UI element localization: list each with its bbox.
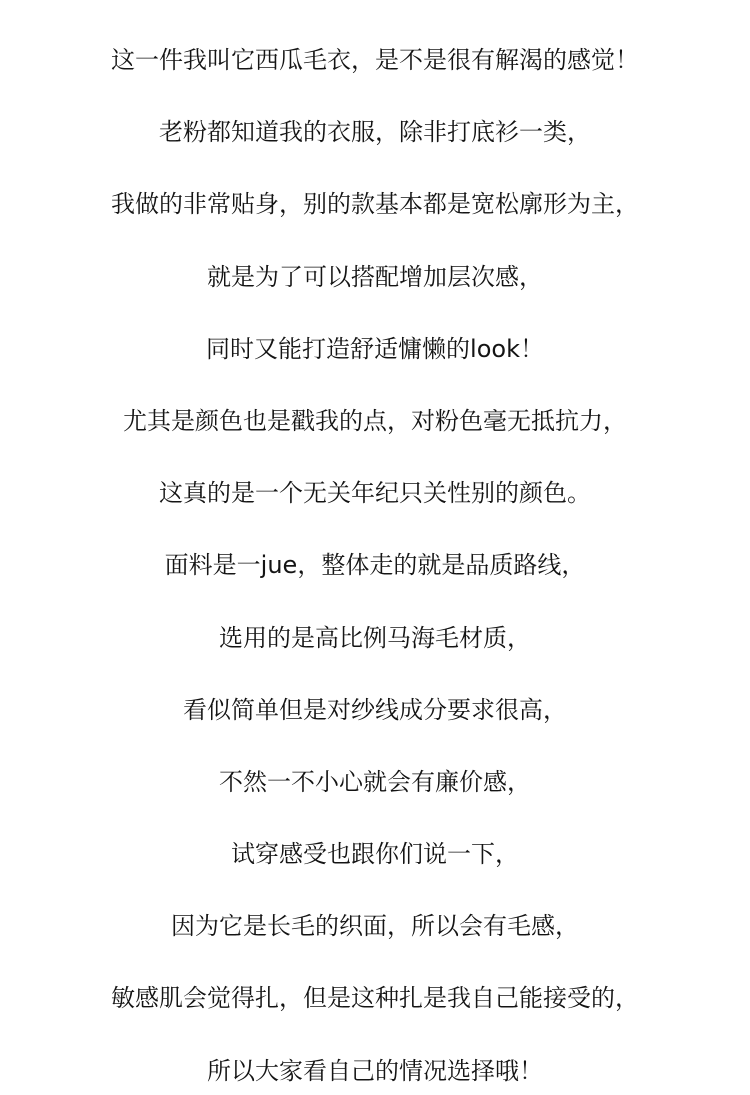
text-line-12: 试穿感受也跟你们说一下， [231,840,519,869]
text-line-1: 这一件我叫它西瓜毛衣，是不是很有解渴的感觉！ [111,46,639,74]
text-line-14: 敏感肌会觉得扎，但是这种扎是我自己能接受的， [111,984,639,1013]
text-line-11: 不然一不小心就会有廉价感， [219,767,531,796]
text-line-10: 看似简单但是对纱线成分要求很高， [183,695,567,724]
text-line-9: 选用的是高比例马海毛材质， [219,623,531,652]
text-line-13: 因为它是长毛的织面，所以会有毛感， [171,912,579,941]
text-line-6: 尤其是颜色也是戳我的点，对粉色毫无抵抗力， [123,406,627,435]
text-line-7: 这真的是一个无关年纪只关性别的颜色。 [159,479,591,508]
text-paragraph [0,36,750,1095]
text-line-4: 就是为了可以搭配增加层次感， [207,262,543,291]
text-line-2: 老粉都知道我的衣服，除非打底衫一类， [159,118,591,147]
text-line-8: 面料是一jue，整体走的就是品质路线， [164,551,586,580]
text-line-3: 我做的非常贴身，别的款基本都是宽松廓形为主， [111,190,639,219]
text-line-5: 同时又能打造舒适慵懒的look！ [206,334,544,363]
text-line-15: 所以大家看自己的情况选择哦！ [207,1056,543,1085]
